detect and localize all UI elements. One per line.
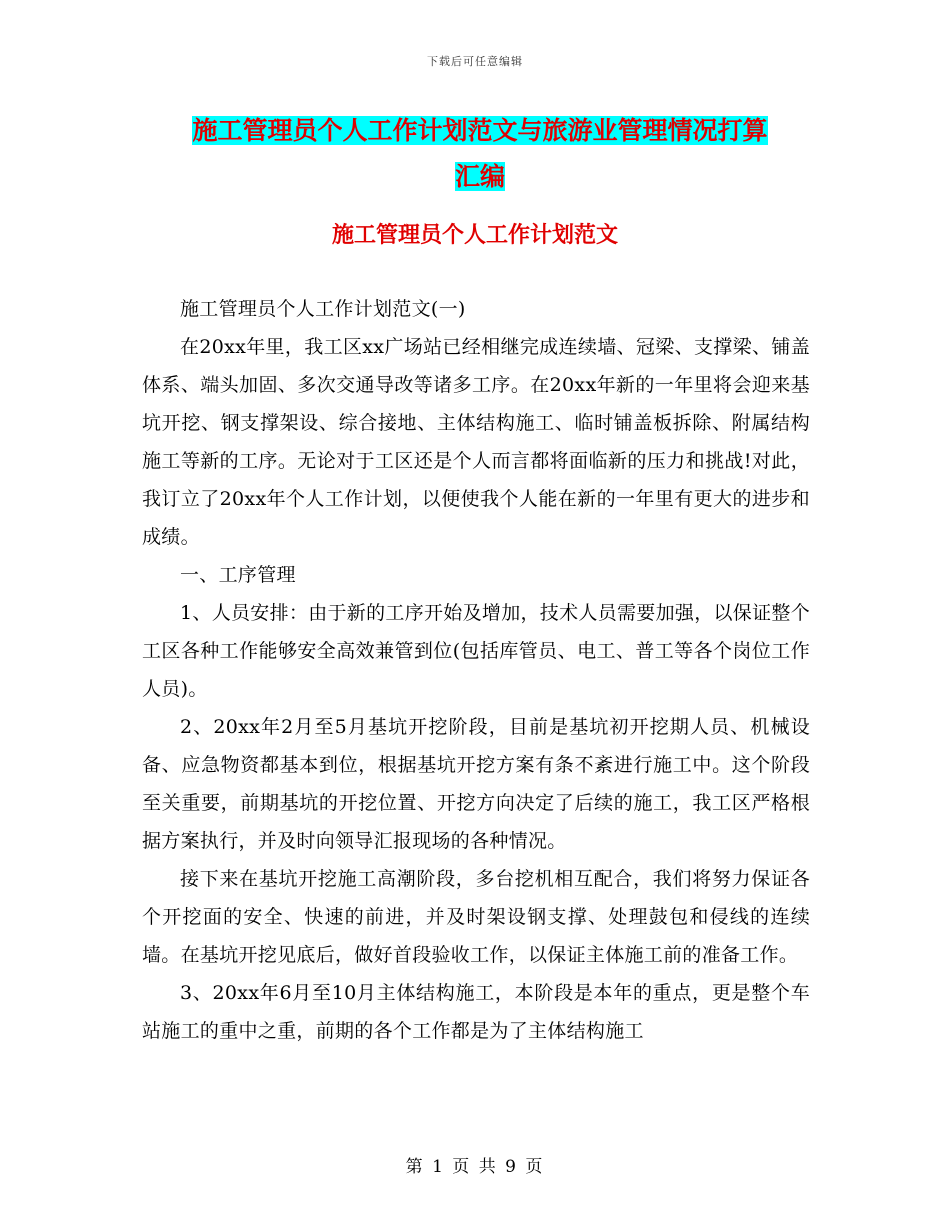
paragraph: 2、20xx年2月至5月基坑开挖阶段，目前是基坑初开挖期人员、机械设备、应急物资都基本到位，根据基坑开挖方案有条不紊进行施工中。这个阶段至关重要，前期基坑的开挖位置、开挖方向决定了后续的施工，我工区严格根据方案执行，并及时向领导汇报现场的各种情况。 — [142, 716, 810, 852]
paragraph: 在20xx年里，我工区xx广场站已经相继完成连续墙、冠梁、支撑梁、铺盖体系、端头加固、多次交通导改等诸多工序。在20xx年新的一年里将会迎来基坑开挖、钢支撑架设、综合接地、主体结构施工、临时铺盖板拆除、附属结构施工等新的工序。无论对于工区还是个人而言都将面临新的压力和挑战!对此，我订立了20xx年个人工作计划，以便使我个人能在新的一年里有更大的进步和成绩。 — [142, 336, 810, 548]
body-text — [142, 290, 810, 1050]
document-title — [140, 108, 820, 200]
page-footer: 第 1 页 共 9 页 — [405, 1157, 545, 1177]
header-note: 下载后可任意编辑 — [427, 55, 523, 68]
paragraph: 施工管理员个人工作计划范文(一) — [180, 298, 466, 320]
paragraph: 1、人员安排：由于新的工序开始及增加，技术人员需要加强，以保证整个工区各种工作能够安全高效兼管到位(包括库管员、电工、普工等各个岗位工作人员)。 — [142, 602, 810, 700]
paragraph: 一、工序管理 — [180, 564, 296, 586]
paragraph: 接下来在基坑开挖施工高潮阶段，多台挖机相互配合，我们将努力保证各个开挖面的安全、快速的前进，并及时架设钢支撑、处理鼓包和侵线的连续墙。在基坑开挖见底后，做好首段验收工作，以保证主体施工前的准备工作。 — [142, 868, 810, 966]
paragraph: 3、20xx年6月至10月主体结构施工，本阶段是本年的重点，更是整个车站施工的重中之重，前期的各个工作都是为了主体结构施工 — [142, 982, 810, 1042]
title-line-2: 汇编 — [454, 162, 505, 191]
title-line-1: 施工管理员个人工作计划范文与旅游业管理情况打算 — [192, 116, 768, 145]
section-title: 施工管理员个人工作计划范文 — [331, 222, 618, 248]
